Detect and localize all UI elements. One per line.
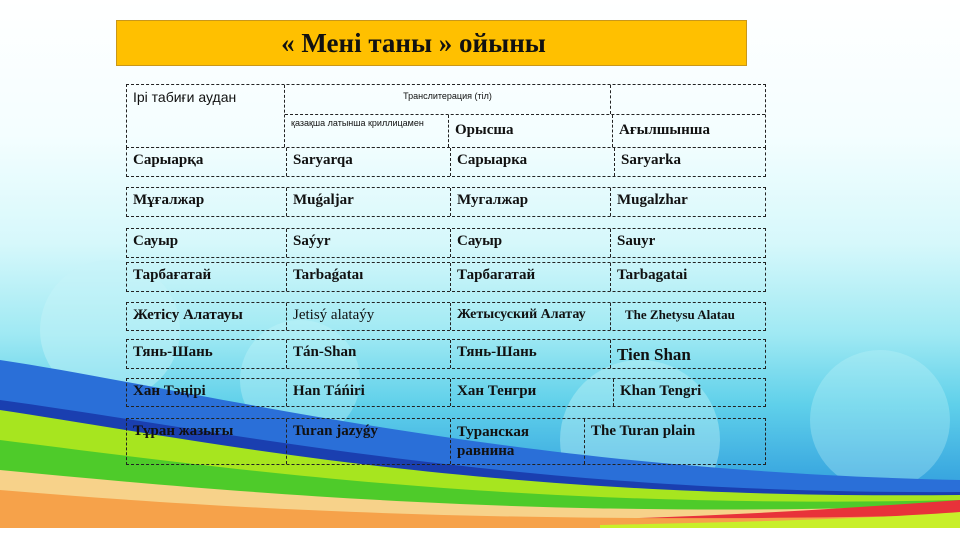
cell-latin: Muǵaljar <box>287 188 451 216</box>
cell-russian: Жетысуский Алатау <box>451 303 611 330</box>
cell-kazakh: Сарыарқа <box>127 148 287 176</box>
cell-russian: Хан Тенгри <box>451 379 614 406</box>
table-row <box>126 302 766 331</box>
cell-latin: Saýyr <box>287 229 451 257</box>
table-row <box>126 418 766 465</box>
table-row <box>126 378 766 407</box>
header-transliteration: Транслитерация (тіл) <box>285 85 611 114</box>
cell-latin: Tarbaǵataı <box>287 263 451 291</box>
cell-russian: Сарыарка <box>451 148 615 176</box>
cell-english: Saryarka <box>621 152 681 168</box>
table-row <box>126 262 766 292</box>
table-row <box>126 228 766 258</box>
header-english: Ағылшынша <box>619 122 710 138</box>
cell-english: Sauyr <box>617 233 656 249</box>
cell-latin: Jetisý alataýy <box>287 303 451 330</box>
cell-russian: Сауыр <box>451 229 611 257</box>
title-banner <box>116 20 747 66</box>
cell-kazakh: Жетісу Алатауы <box>127 303 287 330</box>
cell-english: Khan Tengri <box>620 383 702 399</box>
table-header <box>126 84 766 148</box>
page-title: « Мені таны » ойыны <box>281 27 546 58</box>
table-row <box>126 147 766 177</box>
cell-kazakh: Мұғалжар <box>127 188 287 216</box>
cell-kazakh: Тарбағатай <box>127 263 287 291</box>
cell-kazakh: Тұран жазығы <box>127 419 287 464</box>
header-natural-region: Ірі табиғи аудан <box>127 85 285 147</box>
cell-russian: Тарбагатай <box>451 263 611 291</box>
cell-english: The Zhetysu Alatau <box>625 307 735 322</box>
cell-russian: Тянь-Шань <box>451 340 611 368</box>
cell-latin: Tán-Shan <box>287 340 451 368</box>
table-row <box>126 339 766 369</box>
cell-english: Tien Shan <box>617 345 691 364</box>
cell-latin: Turan jazyǵy <box>287 419 451 464</box>
cell-russian: Мугалжар <box>451 188 611 216</box>
table-row <box>126 187 766 217</box>
header-russian: Орысша <box>449 115 613 147</box>
cell-english: Mugalzhar <box>617 192 688 208</box>
header-kazakh-latin: қазақша латынша криллицамен <box>285 115 449 147</box>
cell-kazakh: Сауыр <box>127 229 287 257</box>
cell-kazakh: Хан Тәңірі <box>127 379 287 406</box>
cell-english: The Turan plain <box>591 423 696 439</box>
cell-latin: Han Táńiri <box>287 379 451 406</box>
cell-english: Tarbagatai <box>617 267 688 283</box>
cell-latin: Saryarqa <box>287 148 451 176</box>
cell-russian: Туранская равнина <box>451 419 585 464</box>
header-empty <box>611 85 765 114</box>
cell-kazakh: Тянь-Шань <box>127 340 287 368</box>
